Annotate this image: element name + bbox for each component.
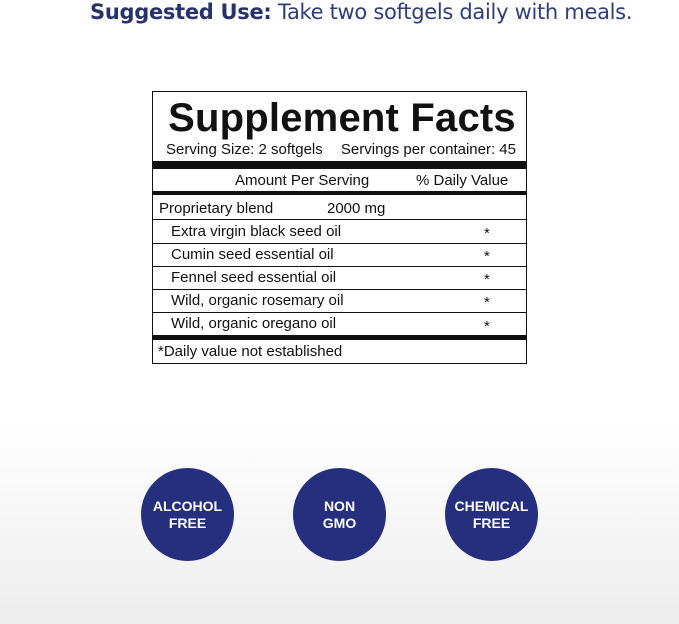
ingredient-name: Fennel seed essential oil bbox=[171, 269, 337, 286]
row-divider bbox=[153, 243, 526, 244]
bottom-divider bbox=[153, 335, 526, 340]
non-gmo-badge bbox=[293, 468, 386, 561]
serving-size: Serving Size: 2 softgels bbox=[166, 141, 323, 158]
ingredient-name: Wild, organic oregano oil bbox=[171, 315, 337, 332]
thick-divider bbox=[153, 161, 526, 169]
proprietary-blend-amount: 2000 mg bbox=[327, 200, 386, 217]
facts-title: Supplement Facts bbox=[168, 96, 516, 140]
suggested-use-label: Suggested Use: bbox=[90, 0, 272, 24]
ingredient-dv: * bbox=[484, 294, 490, 311]
ingredient-name: Extra virgin black seed oil bbox=[171, 223, 342, 240]
ingredient-dv: * bbox=[484, 318, 490, 335]
suggested-use-text: Take two softgels daily with meals. bbox=[277, 0, 633, 24]
ingredient-name: Cumin seed essential oil bbox=[171, 246, 334, 263]
medium-divider bbox=[153, 191, 526, 195]
ingredient-name: Wild, organic rosemary oil bbox=[171, 292, 344, 309]
row-divider bbox=[153, 312, 526, 313]
footnote: *Daily value not established bbox=[158, 343, 343, 360]
row-divider bbox=[153, 266, 526, 267]
row-divider bbox=[153, 289, 526, 290]
alcohol-free-badge bbox=[141, 468, 234, 561]
badge-line: FREE bbox=[168, 514, 207, 531]
row-divider bbox=[153, 219, 526, 220]
servings-per-container: Servings per container: 45 bbox=[340, 141, 516, 158]
ingredient-dv: * bbox=[484, 271, 490, 288]
supplement-facts-panel bbox=[152, 91, 527, 364]
ingredient-dv: * bbox=[484, 225, 490, 242]
badge-line: CHEMICAL bbox=[454, 497, 529, 514]
amount-per-serving-header: Amount Per Serving bbox=[235, 172, 370, 189]
daily-value-header: % Daily Value bbox=[416, 172, 509, 189]
badge-line: ALCOHOL bbox=[152, 497, 223, 514]
chemical-free-badge bbox=[445, 468, 538, 561]
badge-line: FREE bbox=[472, 514, 511, 531]
ingredient-dv: * bbox=[484, 248, 490, 265]
badge-line: GMO bbox=[322, 514, 357, 531]
proprietary-blend-name: Proprietary blend bbox=[159, 200, 274, 217]
badge-line: NON bbox=[323, 497, 356, 514]
suggested-use bbox=[90, 0, 632, 24]
